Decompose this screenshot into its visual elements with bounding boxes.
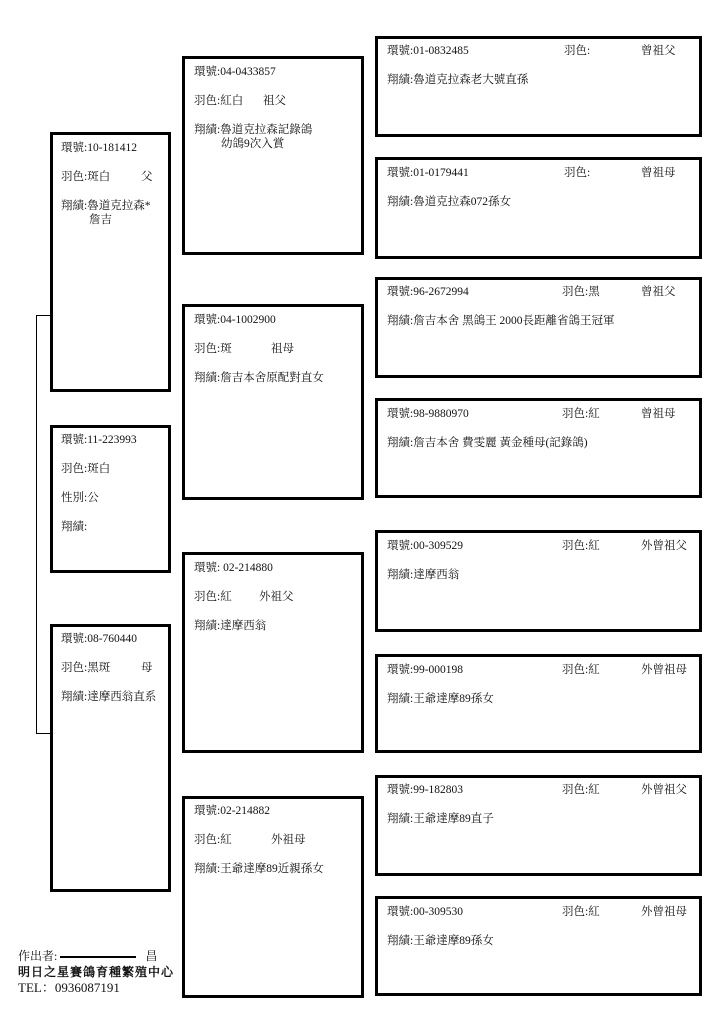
ring-number: 環號:00-309529 bbox=[387, 540, 464, 552]
relation-label: 父 bbox=[141, 171, 153, 183]
feather-color: 羽色:斑白 bbox=[61, 463, 111, 475]
relation-label: 曾祖父 bbox=[641, 286, 676, 298]
great-grandparent-card bbox=[375, 530, 702, 632]
feather-color: 羽色:紅白 bbox=[194, 95, 244, 107]
ring-number: 環號:10-181412 bbox=[61, 142, 138, 154]
race-record: 翔績:達摩西翁 bbox=[194, 620, 267, 632]
race-record: 翔績:達摩西翁直系 bbox=[61, 691, 157, 703]
ring-number: 環號:04-0433857 bbox=[194, 66, 276, 78]
author-row bbox=[18, 948, 174, 964]
ring-number: 環號:98-9880970 bbox=[387, 408, 469, 420]
sex-label: 性別:公 bbox=[61, 492, 99, 504]
race-record: 翔績:王爺達摩89孫女 bbox=[387, 935, 494, 947]
footer bbox=[18, 948, 174, 996]
relation-label: 外曾祖父 bbox=[641, 540, 687, 552]
connector-line bbox=[36, 315, 37, 734]
ring-number: 環號:96-2672994 bbox=[387, 286, 469, 298]
grandparent-card-maternal-grandfather bbox=[182, 552, 364, 753]
relation-label: 祖父 bbox=[263, 95, 286, 107]
race-record: 翔績:詹吉本舍 費雯麗 黃金種母(記錄鴿) bbox=[387, 437, 588, 449]
ring-number: 環號:04-1002900 bbox=[194, 314, 276, 326]
feather-color: 羽色:紅 bbox=[562, 664, 600, 676]
breeding-center-name: 明日之星賽鴿育種繁殖中心 bbox=[18, 965, 175, 979]
feather-color: 羽色:紅 bbox=[194, 591, 232, 603]
race-record: 翔績: bbox=[61, 521, 88, 533]
feather-color: 羽色:斑白 bbox=[61, 171, 111, 183]
race-record: 翔績:詹吉本舍原配對直女 bbox=[194, 372, 324, 384]
dam-card bbox=[50, 624, 171, 892]
grandparent-card-maternal-grandmother bbox=[182, 796, 364, 998]
feather-color: 羽色:紅 bbox=[194, 834, 232, 846]
feather-color: 羽色:紅 bbox=[562, 784, 600, 796]
relation-label: 外曾祖母 bbox=[641, 906, 687, 918]
author-suffix: 昌 bbox=[145, 949, 158, 963]
feather-color: 羽色:黑 bbox=[562, 286, 600, 298]
author-label: 作出者: bbox=[18, 949, 58, 963]
relation-label: 曾祖父 bbox=[641, 45, 676, 57]
relation-label: 外祖母 bbox=[271, 834, 306, 846]
ring-number: 環號:01-0179441 bbox=[387, 167, 469, 179]
race-record: 翔績:王爺達摩89孫女 bbox=[387, 693, 494, 705]
great-grandparent-card bbox=[375, 654, 702, 753]
ring-number: 環號: 02-214880 bbox=[194, 562, 273, 574]
relation-label: 祖母 bbox=[271, 343, 294, 355]
great-grandparent-card bbox=[375, 277, 702, 378]
feather-color: 羽色:紅 bbox=[562, 408, 600, 420]
relation-label: 曾祖母 bbox=[641, 167, 676, 179]
race-record: 翔績:魯道克拉森* bbox=[61, 200, 151, 212]
great-grandparent-card bbox=[375, 775, 702, 876]
race-record: 翔績:魯道克拉森記錄鴿 bbox=[194, 124, 313, 136]
feather-color: 羽色:紅 bbox=[562, 906, 600, 918]
ring-number: 環號:11-223993 bbox=[61, 434, 137, 446]
ring-number: 環號:00-309530 bbox=[387, 906, 464, 918]
great-grandparent-card bbox=[375, 36, 702, 137]
great-grandparent-card bbox=[375, 157, 702, 259]
race-record: 翔績:王爺達摩89直子 bbox=[387, 813, 494, 825]
relation-label: 母 bbox=[141, 662, 153, 674]
grandparent-card-paternal-grandmother bbox=[182, 304, 364, 500]
race-record: 翔績:詹吉本舍 黑鴿王 2000長距離省鴿王冠軍 bbox=[387, 315, 615, 327]
connector-line bbox=[36, 733, 50, 734]
ring-number: 環號:08-760440 bbox=[61, 633, 138, 645]
relation-label: 外曾祖母 bbox=[641, 664, 687, 676]
feather-color: 羽色:黑斑 bbox=[61, 662, 111, 674]
feather-color: 羽色:紅 bbox=[562, 540, 600, 552]
race-record-line-2: 幼鴿9次入賞 bbox=[221, 138, 285, 150]
grandparent-card-paternal-grandfather bbox=[182, 56, 364, 255]
relation-label: 曾祖母 bbox=[641, 408, 676, 420]
ring-number: 環號:99-182803 bbox=[387, 784, 464, 796]
ring-number: 環號:99-000198 bbox=[387, 664, 464, 676]
great-grandparent-card bbox=[375, 398, 702, 498]
telephone-number: TEL：0936087191 bbox=[18, 980, 120, 995]
feather-color: 羽色:斑 bbox=[194, 343, 232, 355]
relation-label: 外曾祖父 bbox=[641, 784, 687, 796]
race-record: 翔績:王爺達摩89近親孫女 bbox=[194, 863, 324, 875]
race-record: 翔績:魯道克拉森老大號直孫 bbox=[387, 74, 529, 86]
feather-color: 羽色: bbox=[564, 45, 591, 57]
relation-label: 外祖父 bbox=[259, 591, 294, 603]
feather-color: 羽色: bbox=[564, 167, 591, 179]
race-record: 翔績:達摩西翁 bbox=[387, 569, 460, 581]
ring-number: 環號:01-0832485 bbox=[387, 45, 469, 57]
ring-number: 環號:02-214882 bbox=[194, 805, 271, 817]
connector-line bbox=[36, 315, 50, 316]
great-grandparent-card bbox=[375, 896, 702, 996]
author-blank-line bbox=[60, 956, 136, 958]
race-record-line-2: 詹吉 bbox=[89, 214, 112, 226]
subject-card bbox=[50, 425, 171, 573]
sire-card bbox=[50, 132, 171, 392]
race-record: 翔績:魯道克拉森072孫女 bbox=[387, 196, 511, 208]
